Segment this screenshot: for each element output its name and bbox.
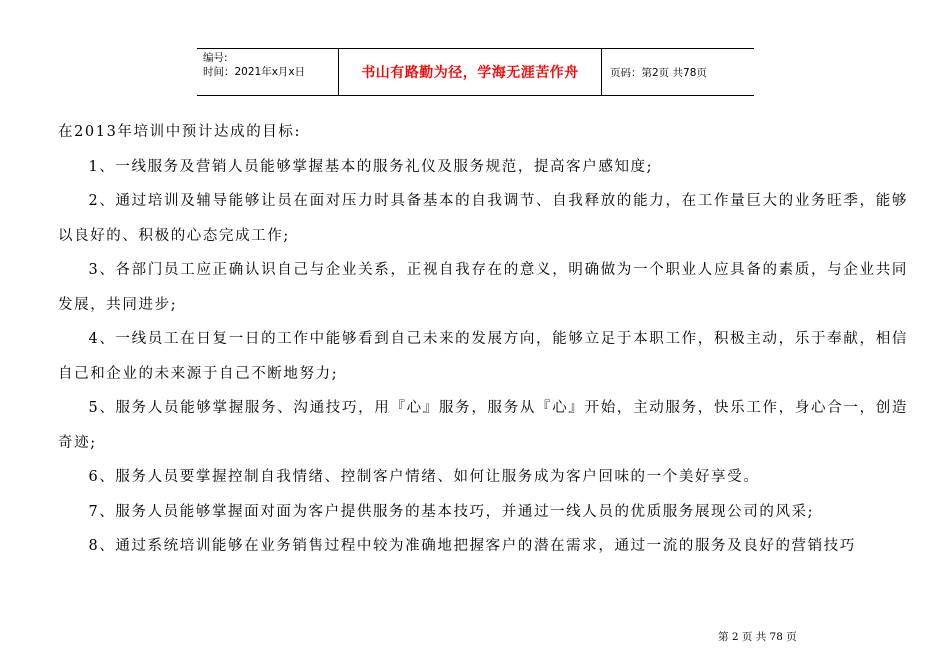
header-meta-cell [197, 49, 339, 95]
goal-item-5: 5、服务人员能够掌握服务、沟通技巧，用『心』服务，服务从『心』开始，主动服务，快乐工作，身心合一，创造奇迹; [58, 400, 908, 451]
goal-item-1: 1、一线服务及营销人员能够掌握基本的服务礼仪及服务规范，提高客户感知度; [88, 158, 654, 175]
document-number-label: 编号: [203, 52, 228, 64]
header-page-info: 页码：第2页 共78页 [610, 66, 707, 79]
document-header [197, 48, 754, 96]
goal-item-3: 3、各部门员工应正确认识自己与企业关系，正视自我存在的意义，明确做为一个职业人应具备的素质，与企业共同发展，共同进步; [58, 262, 908, 313]
goal-item-6: 6、服务人员要掌握控制自我情绪、控制客户情绪、如何让服务成为客户回味的一个美好享受。 [88, 469, 760, 485]
document-body [58, 115, 908, 564]
page-footer: 第 2 页 共 78 页 [718, 631, 797, 643]
goal-item-8: 8、通过系统培训能够在业务销售过程中较为准确地把握客户的潜在需求，通过一流的服务及良好的营销技巧 [88, 538, 856, 554]
goal-item-7: 7、服务人员能够掌握面对面为客户提供服务的基本技巧，并通过一线人员的优质服务展现公司的风采; [88, 503, 815, 520]
goal-item-2: 2、通过培训及辅导能够让员在面对压力时具备基本的自我调节、自我释放的能力，在工作量巨大的业务旺季，能够以良好的、积极的心态完成工作; [58, 193, 908, 244]
header-motto: 书山有路勤为径，学海无涯苦作舟 [339, 49, 602, 95]
document-time-label: 时间：2021年x月x日 [203, 66, 306, 78]
goal-item-4: 4、一线员工在日复一日的工作中能够看到自己未来的发展方向，能够立足于本职工作，积极主动，乐于奉献，相信自己和企业的未来源于自己不断地努力; [58, 331, 908, 382]
intro-paragraph: 在2013年培训中预计达成的目标: [58, 124, 301, 140]
